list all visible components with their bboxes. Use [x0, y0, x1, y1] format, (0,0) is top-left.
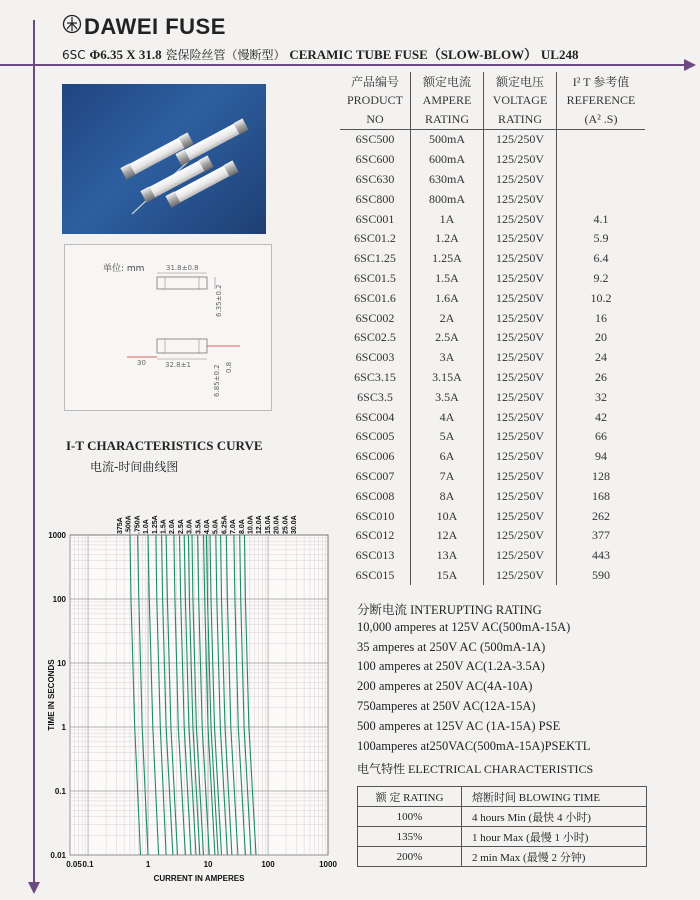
spec-header-row	[340, 72, 645, 91]
spec-row	[340, 368, 645, 388]
spec-cell: 3.15A	[411, 368, 484, 388]
x-tick-label: 0.1	[82, 860, 94, 869]
spec-header-cell: I² T 参考值	[572, 75, 630, 89]
interrupting-line: 500 amperes at 125V AC (1A-15A) PSE	[357, 718, 561, 733]
spec-cell: 1.25A	[411, 249, 484, 269]
spec-cell: 800mA	[411, 189, 484, 209]
electrical-cell: 4 hours Min (最快 4 小时)	[462, 807, 647, 827]
spec-header-cell: AMPERE	[411, 91, 484, 110]
spec-cell: 443	[592, 548, 610, 563]
spec-row	[340, 249, 645, 269]
spec-row	[340, 447, 645, 467]
spec-row	[340, 170, 645, 190]
electrical-table	[357, 786, 647, 867]
electrical-title: 电气特性 ELECTRICAL CHARACTERISTICS	[357, 762, 594, 776]
spec-row	[340, 387, 645, 407]
rating-label: 1.5A	[160, 519, 168, 534]
rating-label: 15.0A	[264, 515, 272, 534]
spec-cell: 6SC1.25	[340, 249, 411, 269]
spec-row	[340, 467, 645, 487]
spec-cell: 125/250V	[484, 526, 557, 546]
spec-header-cell: VOLTAGE	[484, 91, 557, 110]
spec-cell: 125/250V	[484, 269, 557, 289]
dimension-drawing-svg	[65, 245, 271, 410]
spec-cell: 125/250V	[484, 150, 557, 170]
rating-label: 20.0A	[273, 515, 281, 534]
spec-row	[340, 328, 645, 348]
spec-header-row	[340, 91, 645, 110]
spec-row	[340, 566, 645, 586]
spec-cell: 3.5A	[411, 387, 484, 407]
curve-subtitle: 电流-时间曲线图	[90, 460, 179, 474]
spec-cell: 20	[595, 330, 607, 345]
spec-cell: 32	[595, 389, 607, 404]
spec-cell: 125/250V	[484, 189, 557, 209]
spec-cell: 125/250V	[484, 328, 557, 348]
spec-row	[340, 348, 645, 368]
y-tick-label: 0.01	[50, 851, 66, 860]
spec-cell: 94	[595, 449, 607, 464]
spec-cell: 600mA	[411, 150, 484, 170]
x-axis-label: CURRENT IN AMPERES	[153, 874, 245, 883]
electrical-row	[358, 807, 647, 827]
interrupting-line: 10,000 amperes at 125V AC(500mA-15A)	[357, 619, 571, 634]
spec-cell: 6SC630	[340, 170, 411, 190]
electrical-cell: 2 min Max (最慢 2 分钟)	[462, 847, 647, 867]
spec-cell: 24	[595, 350, 607, 365]
interrupting-line: 35 amperes at 250V AC (500mA-1A)	[357, 639, 546, 654]
rating-label: 3.0A	[186, 519, 194, 534]
spec-header-cell: 额定电流	[411, 72, 484, 91]
spec-cell: 168	[592, 488, 610, 503]
spec-cell: 125/250V	[484, 229, 557, 249]
spec-cell: 9.2	[593, 270, 609, 285]
subtitle-standard: UL248	[540, 47, 579, 62]
interrupting-line: 200 amperes at 250V AC(4A-10A)	[357, 679, 533, 694]
spec-cell: 6SC500	[340, 130, 411, 150]
interrupting-line: 100 amperes at 250V AC(1.2A-3.5A)	[357, 659, 545, 674]
subtitle-prefix: 6SC	[62, 48, 86, 62]
electrical-header: 熔断时间 BLOWING TIME	[462, 787, 647, 807]
spec-cell: 8A	[411, 486, 484, 506]
y-axis-label: TIME IN SECONDS	[47, 659, 56, 731]
spec-cell: 13A	[411, 546, 484, 566]
rating-label: .500A	[125, 515, 133, 534]
spec-row	[340, 130, 645, 150]
spec-table	[340, 72, 645, 585]
spec-row	[340, 150, 645, 170]
spec-cell: 125/250V	[484, 447, 557, 467]
spec-row	[340, 427, 645, 447]
electrical-row	[358, 827, 647, 847]
spec-cell: 125/250V	[484, 288, 557, 308]
spec-cell: 125/250V	[484, 467, 557, 487]
rating-label: 2.0A	[169, 519, 177, 534]
product-subtitle	[62, 44, 578, 63]
spec-header-cell: 额定电压	[484, 72, 557, 91]
spec-cell: 590	[592, 567, 610, 582]
spec-cell	[557, 150, 646, 170]
subtitle-en: CERAMIC TUBE FUSE（SLOW-BLOW）	[289, 47, 538, 62]
spec-cell: 6SC010	[340, 506, 411, 526]
brand-name: DAWEI FUSE	[84, 14, 226, 39]
spec-cell: 42	[595, 409, 607, 424]
spec-row	[340, 229, 645, 249]
electrical-cell: 135%	[358, 827, 462, 847]
dim-label-6: 0.8	[225, 361, 233, 373]
spec-cell: 6SC01.5	[340, 269, 411, 289]
spec-cell: 262	[592, 508, 610, 523]
spec-cell: 125/250V	[484, 506, 557, 526]
spec-cell: 6SC02.5	[340, 328, 411, 348]
y-tick-label: 100	[52, 595, 66, 604]
spec-cell: 6SC800	[340, 189, 411, 209]
x-tick-label: 1	[145, 860, 151, 869]
spec-cell: 377	[592, 528, 610, 543]
spec-cell: 125/250V	[484, 170, 557, 190]
rating-label: 25.0A	[282, 515, 290, 534]
spec-row	[340, 407, 645, 427]
spec-cell: 6SC005	[340, 427, 411, 447]
spec-cell: 630mA	[411, 170, 484, 190]
spec-cell: 125/250V	[484, 308, 557, 328]
fuse-photo-illustration	[62, 84, 266, 234]
spec-cell: 3A	[411, 348, 484, 368]
spec-cell: 125/250V	[484, 368, 557, 388]
subtitle-size: Φ6.35 X 31.8	[89, 47, 162, 62]
spec-cell: 6.4	[593, 251, 609, 266]
dim-label-2: 6.35±0.2	[215, 284, 223, 317]
unit-label: 单位: mm	[103, 264, 145, 274]
x-tick-label: 10	[203, 860, 213, 869]
y-tick-label: 1000	[48, 531, 66, 540]
spec-row	[340, 189, 645, 209]
electrical-row	[358, 847, 647, 867]
rating-label: 1.25A	[151, 515, 159, 534]
dim-label-3: 30	[137, 359, 146, 367]
rating-label: 12.0A	[256, 515, 264, 534]
spec-cell: 6SC002	[340, 308, 411, 328]
electrical-header: 额 定 RATING	[358, 787, 462, 807]
spec-cell: 1.5A	[411, 269, 484, 289]
spec-cell: 6SC3.5	[340, 387, 411, 407]
spec-cell: 6SC3.15	[340, 368, 411, 388]
rating-label: 5.0A	[212, 519, 220, 534]
spec-cell: 6SC006	[340, 447, 411, 467]
spec-row	[340, 209, 645, 229]
spec-cell: 6SC012	[340, 526, 411, 546]
spec-row	[340, 308, 645, 328]
dim-label-5: 6.85±0.2	[213, 364, 221, 397]
rating-label: 3.5A	[195, 519, 203, 534]
rating-label: 2.5A	[177, 519, 185, 534]
rating-label: 8.0A	[238, 519, 246, 534]
frame-vertical-line	[33, 20, 35, 888]
spec-cell	[557, 189, 646, 209]
spec-cell: 6SC008	[340, 486, 411, 506]
spec-cell: 6SC01.6	[340, 288, 411, 308]
interrupting-line: 100amperes at250VAC(500mA-15A)PSEKTL	[357, 738, 591, 753]
spec-row	[340, 506, 645, 526]
spec-header-cell: RATING	[411, 110, 484, 130]
spec-cell: 15A	[411, 566, 484, 586]
spec-cell: 125/250V	[484, 209, 557, 229]
spec-cell: 125/250V	[484, 249, 557, 269]
rating-label: 4.0A	[204, 519, 211, 534]
it-curve-chart	[40, 505, 345, 900]
rating-label: 1.0A	[143, 519, 151, 534]
dimension-drawing	[64, 244, 272, 411]
electrical-header-row	[358, 787, 647, 807]
spec-cell: 6SC01.2	[340, 229, 411, 249]
x-tick-label: 0.05	[66, 860, 82, 869]
spec-header-row	[340, 110, 645, 130]
spec-cell: 7A	[411, 467, 484, 487]
y-tick-label: 1	[61, 723, 66, 732]
brand-logo-icon	[62, 14, 82, 34]
arrow-down-icon	[28, 882, 40, 894]
spec-cell: 125/250V	[484, 407, 557, 427]
spec-cell: 12A	[411, 526, 484, 546]
spec-cell: 6SC015	[340, 566, 411, 586]
spec-cell: 5.9	[593, 231, 609, 246]
spec-cell: 125/250V	[484, 130, 557, 150]
spec-header-cell: 产品编号	[340, 72, 411, 91]
interrupting-title: 分断电流 INTERUPTING RATING	[357, 603, 542, 617]
spec-header-cell: NO	[340, 110, 411, 130]
spec-header-cell: REFERENCE	[566, 93, 636, 107]
spec-cell: 125/250V	[484, 566, 557, 586]
interrupting-line: 750amperes at 250V AC(12A-15A)	[357, 698, 536, 713]
rating-label: 30.0A	[291, 515, 298, 534]
interrupting-rating	[357, 600, 590, 758]
spec-cell: 1.2A	[411, 229, 484, 249]
rating-label: 375A	[117, 517, 124, 534]
spec-cell: 2A	[411, 308, 484, 328]
spec-row	[340, 526, 645, 546]
rating-label: .750A	[134, 515, 142, 534]
spec-cell: 16	[595, 310, 607, 325]
dim-label-4: 32.8±1	[165, 361, 191, 369]
spec-cell: 10A	[411, 506, 484, 526]
spec-cell: 125/250V	[484, 546, 557, 566]
subtitle-cn: 瓷保险丝管（慢断型）	[165, 48, 286, 62]
spec-cell: 6SC004	[340, 407, 411, 427]
rating-label: 10.0A	[247, 515, 255, 534]
rating-label: 7.0A	[230, 519, 238, 534]
arrow-right-icon	[684, 59, 696, 71]
spec-cell: 1.6A	[411, 288, 484, 308]
x-tick-label: 1000	[319, 860, 337, 869]
spec-cell	[557, 170, 646, 190]
curve-title: I-T CHARACTERISTICS CURVE	[66, 438, 263, 453]
electrical-cell: 1 hour Max (最慢 1 小时)	[462, 827, 647, 847]
plot-area	[70, 535, 328, 855]
spec-cell: 6SC001	[340, 209, 411, 229]
spec-cell: 6SC003	[340, 348, 411, 368]
spec-cell: 26	[595, 369, 607, 384]
spec-cell: 128	[592, 468, 610, 483]
spec-row	[340, 486, 645, 506]
spec-cell: 2.5A	[411, 328, 484, 348]
spec-row	[340, 269, 645, 289]
spec-header-cell: PRODUCT	[340, 91, 411, 110]
product-photo	[62, 84, 266, 234]
spec-cell: 500mA	[411, 130, 484, 150]
spec-cell: 4A	[411, 407, 484, 427]
spec-cell	[557, 130, 646, 150]
electrical-cell: 200%	[358, 847, 462, 867]
spec-row	[340, 546, 645, 566]
spec-cell: 4.1	[593, 211, 609, 226]
y-tick-label: 0.1	[54, 787, 66, 796]
rating-label: 6.25A	[221, 515, 229, 534]
frame-horizontal-line	[0, 64, 690, 66]
spec-cell: 125/250V	[484, 348, 557, 368]
spec-cell: 10.2	[590, 290, 612, 305]
spec-row	[340, 288, 645, 308]
electrical-cell: 100%	[358, 807, 462, 827]
spec-cell: 125/250V	[484, 427, 557, 447]
spec-cell: 6SC013	[340, 546, 411, 566]
spec-cell: 5A	[411, 427, 484, 447]
spec-cell: 66	[595, 429, 607, 444]
spec-cell: 6SC007	[340, 467, 411, 487]
spec-cell: 6A	[411, 447, 484, 467]
it-curve-svg	[40, 505, 345, 900]
dim-label-1: 31.8±0.8	[166, 264, 199, 272]
spec-header-cell: RATING	[484, 110, 557, 130]
spec-header-cell: (A² .S)	[557, 110, 646, 130]
x-tick-label: 100	[261, 860, 275, 869]
y-tick-label: 10	[57, 659, 66, 668]
spec-cell: 6SC600	[340, 150, 411, 170]
spec-cell: 125/250V	[484, 486, 557, 506]
spec-cell: 125/250V	[484, 387, 557, 407]
spec-cell: 1A	[411, 209, 484, 229]
